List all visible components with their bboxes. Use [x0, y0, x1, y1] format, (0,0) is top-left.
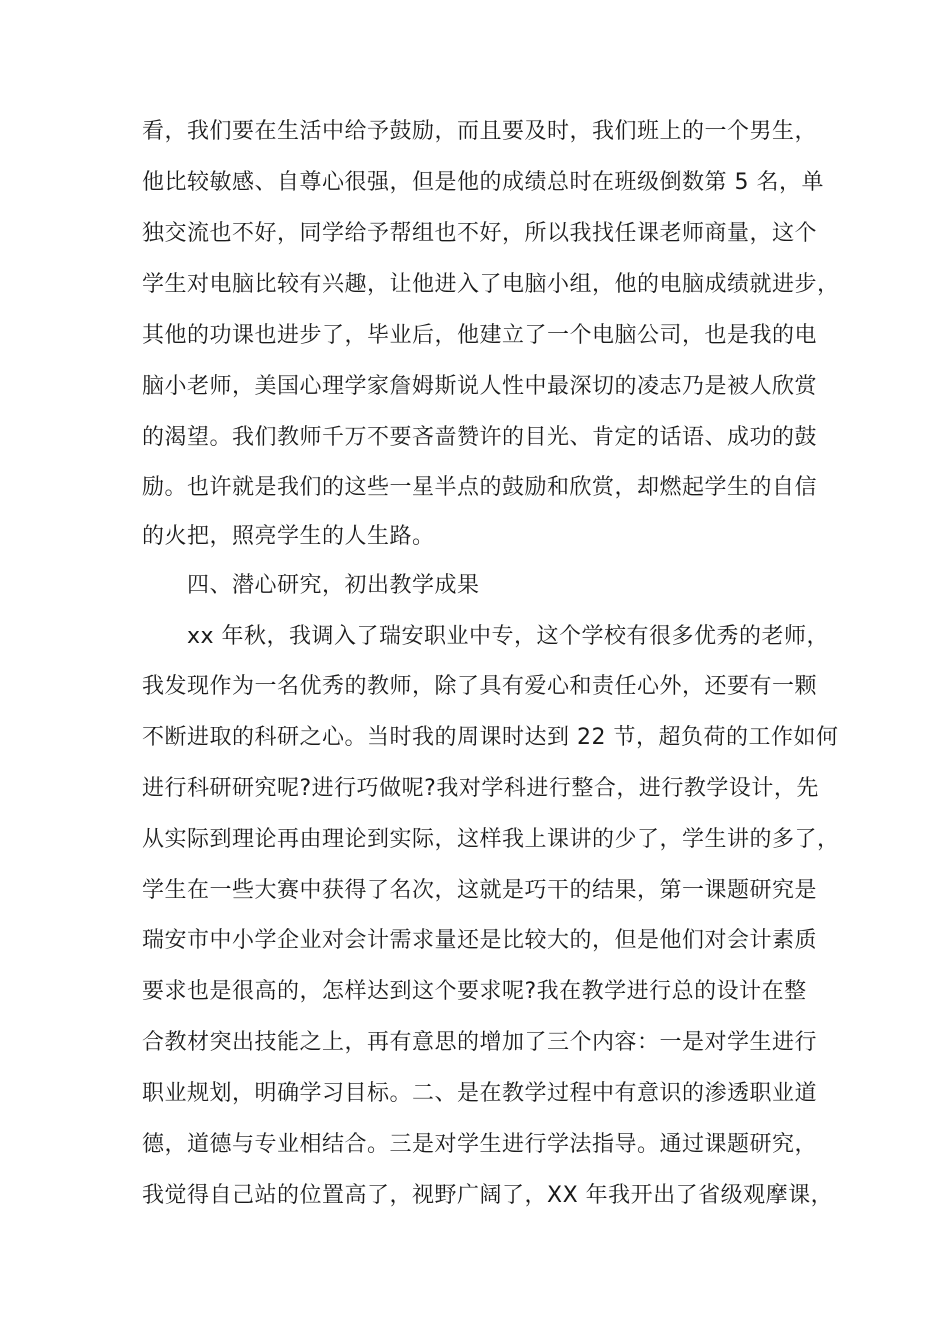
text-line: 我发现作为一名优秀的教师，除了具有爱心和责任心外，还要有一颗: [142, 674, 818, 699]
text-line: 瑞安市中小学企业对会计需求量还是比较大的，但是他们对会计素质: [142, 928, 818, 953]
text-line: 其他的功课也进步了，毕业后，他建立了一个电脑公司，也是我的电: [142, 323, 818, 348]
text-line: 德，道德与专业相结合。三是对学生进行学法指导。通过课题研究，: [142, 1132, 818, 1157]
text-line: 要求也是很高的，怎样达到这个要求呢?我在教学进行总的设计在整: [142, 979, 807, 1004]
text-line: 合教材突出技能之上，再有意思的增加了三个内容：一是对学生进行: [142, 1030, 818, 1055]
text-line: 不断进取的科研之心。当时我的周课时达到 22 节，超负荷的工作如何: [142, 725, 839, 750]
text-line: 学生在一些大赛中获得了名次，这就是巧干的结果，第一课题研究是: [142, 878, 818, 903]
text-line: 他比较敏感、自尊心很强，但是他的成绩总时在班级倒数第 5 名，单: [142, 170, 824, 195]
text-line: 职业规划，明确学习目标。二、是在教学过程中有意识的渗透职业道: [142, 1081, 818, 1106]
text-line: 的渴望。我们教师千万不要吝啬赞许的目光、肯定的话语、成功的鼓: [142, 425, 818, 450]
text-line: 从实际到理论再由理论到实际，这样我上课讲的少了，学生讲的多了，: [142, 827, 840, 852]
section-heading: 四、潜心研究，初出教学成果: [187, 573, 480, 598]
text-line: xx 年秋，我调入了瑞安职业中专，这个学校有很多优秀的老师，: [187, 624, 830, 649]
text-line: 励。也许就是我们的这些一星半点的鼓励和欣赏，却燃起学生的自信: [142, 475, 818, 500]
text-line: 的火把，照亮学生的人生路。: [142, 524, 435, 549]
text-line: 学生对电脑比较有兴趣，让他进入了电脑小组，他的电脑成绩就进步，: [142, 272, 840, 297]
text-line: 独交流也不好，同学给予帮组也不好，所以我找任课老师商量，这个: [142, 221, 818, 246]
text-line: 脑小老师，美国心理学家詹姆斯说人性中最深切的凌志乃是被人欣赏: [142, 374, 818, 399]
text-line: 我觉得自己站的位置高了，视野广阔了，XX 年我开出了省级观摩课，: [142, 1183, 834, 1208]
text-line: 看，我们要在生活中给予鼓励，而且要及时，我们班上的一个男生，: [142, 119, 818, 144]
text-line: 进行科研研究呢?进行巧做呢?我对学科进行整合，进行教学设计，先: [142, 776, 819, 801]
